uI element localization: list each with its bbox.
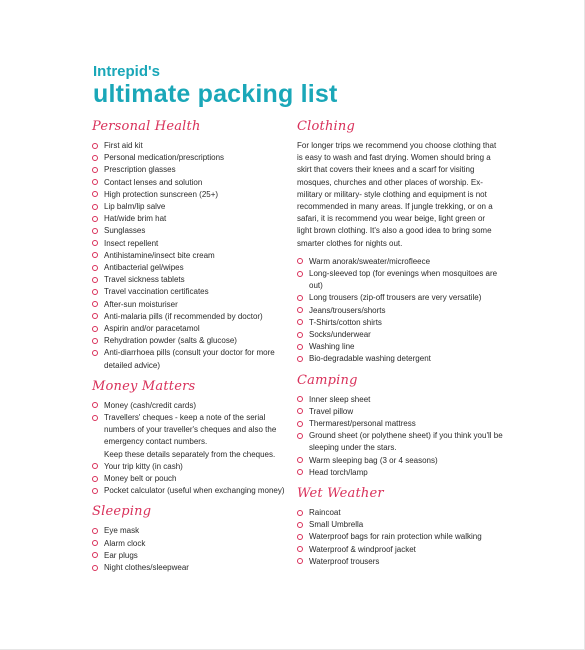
list-item: Pocket calculator (useful when exchanging money) [92, 485, 287, 497]
circle-bullet-icon [92, 143, 98, 149]
section-personal-health [92, 118, 287, 372]
list-item: Ground sheet (or polythene sheet) if you think you'll be sleeping under the stars. [297, 430, 507, 454]
circle-bullet-icon [297, 295, 303, 301]
circle-bullet-icon [92, 301, 98, 307]
list-item: Lip balm/lip salve [92, 201, 287, 213]
list-item: Small Umbrella [297, 519, 507, 531]
list-item: After-sun moisturiser [92, 299, 287, 311]
sleeping-list [92, 525, 287, 574]
circle-bullet-icon [92, 240, 98, 246]
section-camping [297, 372, 507, 479]
circle-bullet-icon [297, 344, 303, 350]
circle-bullet-icon [92, 402, 98, 408]
list-item: Head torch/lamp [297, 467, 507, 479]
circle-bullet-icon [92, 191, 98, 197]
circle-bullet-icon [297, 307, 303, 313]
list-item: Travel pillow [297, 406, 507, 418]
circle-bullet-icon [297, 546, 303, 552]
list-item: Warm sleeping bag (3 or 4 seasons) [297, 455, 507, 467]
section-heading: Personal Health [92, 119, 201, 134]
circle-bullet-icon [92, 155, 98, 161]
circle-bullet-icon [92, 252, 98, 258]
circle-bullet-icon [297, 258, 303, 264]
clothing-list [297, 256, 507, 366]
circle-bullet-icon [297, 457, 303, 463]
circle-bullet-icon [297, 469, 303, 475]
list-item: Warm anorak/sweater/microfleece [297, 256, 507, 268]
list-item: Alarm clock [92, 538, 287, 550]
list-item: Rehydration powder (salts & glucose) [92, 335, 287, 347]
list-item: Anti-diarrhoea pills (consult your doctor for more detailed advice) [92, 347, 287, 371]
circle-bullet-icon [297, 433, 303, 439]
list-item: Bio-degradable washing detergent [297, 353, 507, 365]
circle-bullet-icon [297, 271, 303, 277]
circle-bullet-icon [297, 319, 303, 325]
list-item: Travel vaccination certificates [92, 286, 287, 298]
page-title: ultimate packing list [93, 80, 338, 108]
list-item: Washing line [297, 341, 507, 353]
circle-bullet-icon [92, 476, 98, 482]
camping-list [297, 394, 507, 479]
circle-bullet-icon [297, 558, 303, 564]
list-item: Contact lenses and solution [92, 177, 287, 189]
list-item: High protection sunscreen (25+) [92, 189, 287, 201]
circle-bullet-icon [92, 528, 98, 534]
circle-bullet-icon [92, 216, 98, 222]
list-item: First aid kit [92, 140, 287, 152]
circle-bullet-icon [92, 167, 98, 173]
list-item: Night clothes/sleepwear [92, 562, 287, 574]
section-heading: Sleeping [92, 504, 152, 520]
circle-bullet-icon [297, 408, 303, 414]
brand-name: Intrepid's [93, 63, 160, 80]
note-text: Keep these details separately from the cheques. [104, 449, 276, 459]
list-item: Money (cash/credit cards) [92, 400, 287, 412]
circle-bullet-icon [92, 552, 98, 558]
section-heading: Money Matters [92, 378, 196, 394]
circle-bullet-icon [297, 356, 303, 362]
list-item: Long trousers (zip-off trousers are very versatile) [297, 292, 507, 304]
section-heading: Clothing [297, 119, 355, 134]
list-item: Prescription glasses [92, 164, 287, 176]
list-item: Travellers' cheques - keep a note of the serial numbers of your traveller's cheques and also the emergency contact numbers. Keep these details separately from the cheques. [92, 412, 287, 461]
circle-bullet-icon [92, 488, 98, 494]
right-column [297, 118, 507, 574]
circle-bullet-icon [92, 289, 98, 295]
list-item: Waterproof bags for rain protection while walking [297, 531, 507, 543]
left-column [92, 118, 287, 580]
circle-bullet-icon [92, 463, 98, 469]
list-item: Waterproof & windproof jacket [297, 544, 507, 556]
circle-bullet-icon [297, 421, 303, 427]
circle-bullet-icon [297, 396, 303, 402]
circle-bullet-icon [92, 277, 98, 283]
circle-bullet-icon [92, 415, 98, 421]
list-item: Your trip kitty (in cash) [92, 461, 287, 473]
section-money-matters [92, 378, 287, 498]
circle-bullet-icon [297, 534, 303, 540]
list-item: Hat/wide brim hat [92, 213, 287, 225]
list-item: Antihistamine/insect bite cream [92, 250, 287, 262]
wet-weather-list [297, 507, 507, 568]
list-item: Insect repellent [92, 238, 287, 250]
list-item: Thermarest/personal mattress [297, 418, 507, 430]
list-item: Aspirin and/or paracetamol [92, 323, 287, 335]
list-item: T-Shirts/cotton shirts [297, 317, 507, 329]
list-item: Antibacterial gel/wipes [92, 262, 287, 274]
list-item: Raincoat [297, 507, 507, 519]
circle-bullet-icon [92, 313, 98, 319]
section-heading: Wet Weather [297, 486, 384, 502]
personal-health-list [92, 140, 287, 372]
money-matters-list [92, 400, 287, 498]
circle-bullet-icon [92, 350, 98, 356]
section-wet-weather [297, 485, 507, 568]
list-item: Sunglasses [92, 225, 287, 237]
list-item: Eye mask [92, 525, 287, 537]
section-clothing [297, 118, 507, 366]
list-item: Anti-malaria pills (if recommended by doctor) [92, 311, 287, 323]
circle-bullet-icon [92, 265, 98, 271]
circle-bullet-icon [297, 510, 303, 516]
clothing-intro: For longer trips we recommend you choose clothing that is easy to wash and fast drying. Women should bring a skirt that covers their knees and a scarf for visiting mosques, churches and other places of worship. Ex-military or military- style clothing and equipment is not recommended in many areas. If jungle trekking, or on a safari, it is recommend you wear beige, light green or light brown clothing. It's also a good idea to bring some smarter clothes for nights out. [297, 141, 497, 248]
title-block [93, 64, 338, 108]
list-item: Travel sickness tablets [92, 274, 287, 286]
circle-bullet-icon [92, 338, 98, 344]
circle-bullet-icon [297, 522, 303, 528]
list-item: Socks/underwear [297, 329, 507, 341]
circle-bullet-icon [92, 326, 98, 332]
list-item: Inner sleep sheet [297, 394, 507, 406]
circle-bullet-icon [92, 204, 98, 210]
list-item: Ear plugs [92, 550, 287, 562]
circle-bullet-icon [92, 179, 98, 185]
circle-bullet-icon [92, 565, 98, 571]
list-item: Waterproof trousers [297, 556, 507, 568]
circle-bullet-icon [92, 228, 98, 234]
circle-bullet-icon [297, 332, 303, 338]
list-item: Long-sleeved top (for evenings when mosquitoes are out) [297, 268, 507, 292]
circle-bullet-icon [92, 540, 98, 546]
section-sleeping [92, 503, 287, 574]
section-heading: Camping [297, 372, 358, 388]
list-item: Jeans/trousers/shorts [297, 305, 507, 317]
list-item: Money belt or pouch [92, 473, 287, 485]
list-item: Personal medication/prescriptions [92, 152, 287, 164]
